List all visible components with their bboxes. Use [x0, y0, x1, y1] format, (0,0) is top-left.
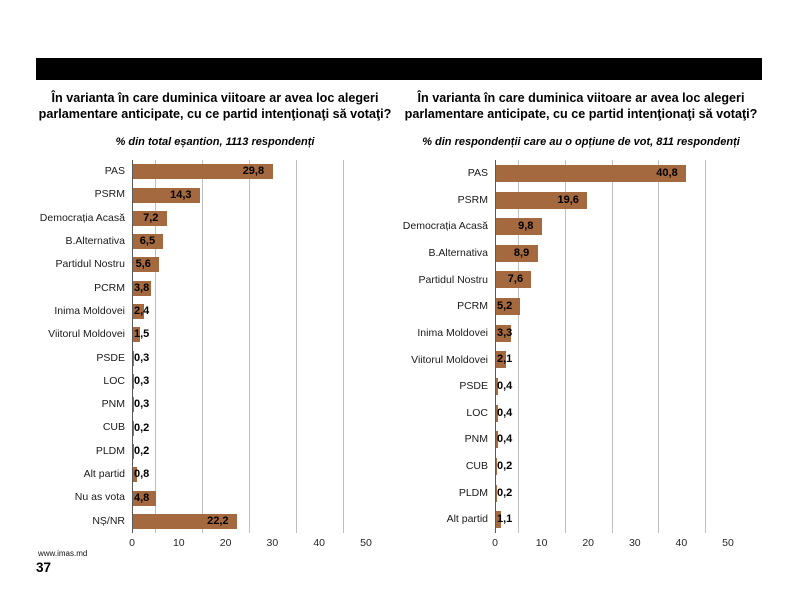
value-label: 2,4	[134, 305, 150, 317]
value-label: 0,3	[134, 375, 150, 387]
category-label: PLDM	[95, 444, 125, 457]
value-label: 3,8	[134, 281, 150, 294]
category-label: PSDE	[96, 351, 125, 364]
gridline	[249, 160, 250, 533]
chart-title: În varianta în care duminica viitoare ar avea loc alegeri parlamentare anticipate, cu ce partid intenţionaţi să votaţi?	[404, 91, 758, 122]
category-label: CUB	[102, 421, 125, 434]
value-label: 5,2	[497, 300, 513, 312]
value-label: 40,8	[656, 166, 678, 179]
value-label: 19,6	[557, 193, 579, 206]
value-label: 0,2	[497, 459, 513, 472]
value-label: 9,8	[518, 220, 534, 233]
value-label: 0,2	[134, 444, 150, 457]
value-label: 6,5	[139, 235, 156, 248]
x-tick-label: 40	[675, 537, 688, 549]
category-label: Partidul Nostru	[418, 273, 488, 286]
value-label: 3,3	[497, 326, 513, 339]
x-tick-label: 50	[722, 537, 734, 549]
value-label: 8,9	[513, 246, 530, 259]
category-label: PLDM	[458, 486, 488, 499]
x-tick-label: 0	[129, 537, 135, 549]
category-label: Democrația Acasă	[402, 220, 488, 233]
category-label: Inima Moldovei	[54, 304, 125, 317]
category-label: LOC	[103, 374, 125, 387]
value-label: 5,6	[135, 258, 151, 271]
website-link: www.imas.md	[38, 549, 88, 558]
x-tick-label: 10	[535, 537, 548, 549]
category-label: PNM	[101, 398, 125, 411]
category-label: Viitorul Moldovei	[48, 328, 125, 341]
category-label: PAS	[104, 165, 125, 177]
category-label: PCRM	[457, 300, 488, 313]
gridline	[202, 160, 203, 533]
category-label: PSRM	[94, 188, 125, 201]
bar-chart-total-sample	[36, 160, 394, 560]
value-label: 22,2	[207, 514, 229, 527]
value-label: 0,4	[497, 380, 513, 392]
chart-title: În varianta în care duminica viitoare ar avea loc alegeri parlamentare anticipate, cu ce partid intenţionaţi să votaţi?	[38, 91, 392, 122]
x-tick-label: 20	[582, 537, 595, 549]
gridline	[343, 160, 344, 533]
category-label: B.Alternativa	[428, 246, 488, 259]
x-tick-label: 50	[360, 537, 372, 549]
y-axis-line	[495, 160, 496, 533]
x-tick-label: 30	[628, 537, 641, 549]
value-label: 0,4	[497, 406, 513, 419]
gridline	[658, 160, 659, 533]
gridline	[518, 160, 519, 533]
value-label: 7,6	[507, 273, 524, 286]
x-tick-label: 0	[492, 537, 498, 549]
value-label: 0,2	[134, 421, 150, 434]
category-label: Alt partid	[83, 468, 125, 481]
chart-subtitle: % din total eșantion, 1113 respondenți	[115, 136, 315, 148]
x-tick-label: 30	[266, 537, 279, 549]
value-label: 14,3	[170, 188, 192, 201]
value-label: 1,1	[497, 513, 513, 526]
value-label: 1,5	[134, 328, 150, 341]
chart-subtitle: % din respondenții care au o opțiune de vot, 811 respondenți	[422, 136, 740, 148]
category-label: Partidul Nostru	[55, 258, 125, 271]
value-label: 29,8	[242, 165, 265, 178]
category-label: Inima Moldovei	[417, 326, 488, 339]
category-label: LOC	[466, 406, 488, 419]
x-tick-label: 40	[313, 537, 326, 549]
category-label: NȘ/NR	[92, 514, 125, 527]
gridline	[612, 160, 613, 533]
category-label: PAS	[467, 167, 488, 179]
value-label: 0,4	[497, 433, 513, 446]
value-label: 0,8	[134, 468, 150, 481]
category-label: PCRM	[94, 281, 125, 294]
category-label: Nu as vota	[74, 491, 125, 504]
category-label: CUB	[465, 460, 488, 473]
value-label: 0,3	[134, 398, 150, 411]
value-label: 0,2	[497, 486, 513, 499]
bar-chart-vote-option	[401, 160, 761, 560]
category-label: PNM	[464, 433, 488, 446]
category-label: Viitorul Moldovei	[411, 353, 488, 366]
x-tick-label: 10	[172, 537, 185, 549]
category-label: PSRM	[457, 193, 488, 206]
gridline	[296, 160, 297, 533]
header-bar	[36, 58, 762, 80]
gridline	[565, 160, 566, 533]
category-label: PSDE	[459, 380, 488, 393]
value-label: 2,1	[497, 353, 513, 366]
category-label: Alt partid	[446, 513, 488, 526]
value-label: 0,3	[134, 351, 150, 364]
gridline	[705, 160, 706, 533]
value-label: 4,8	[134, 491, 150, 504]
category-label: Democrația Acasă	[39, 211, 125, 224]
value-label: 7,2	[143, 211, 159, 224]
category-label: B.Alternativa	[65, 234, 125, 247]
page-number: 37	[36, 560, 52, 575]
x-tick-label: 20	[219, 537, 232, 549]
